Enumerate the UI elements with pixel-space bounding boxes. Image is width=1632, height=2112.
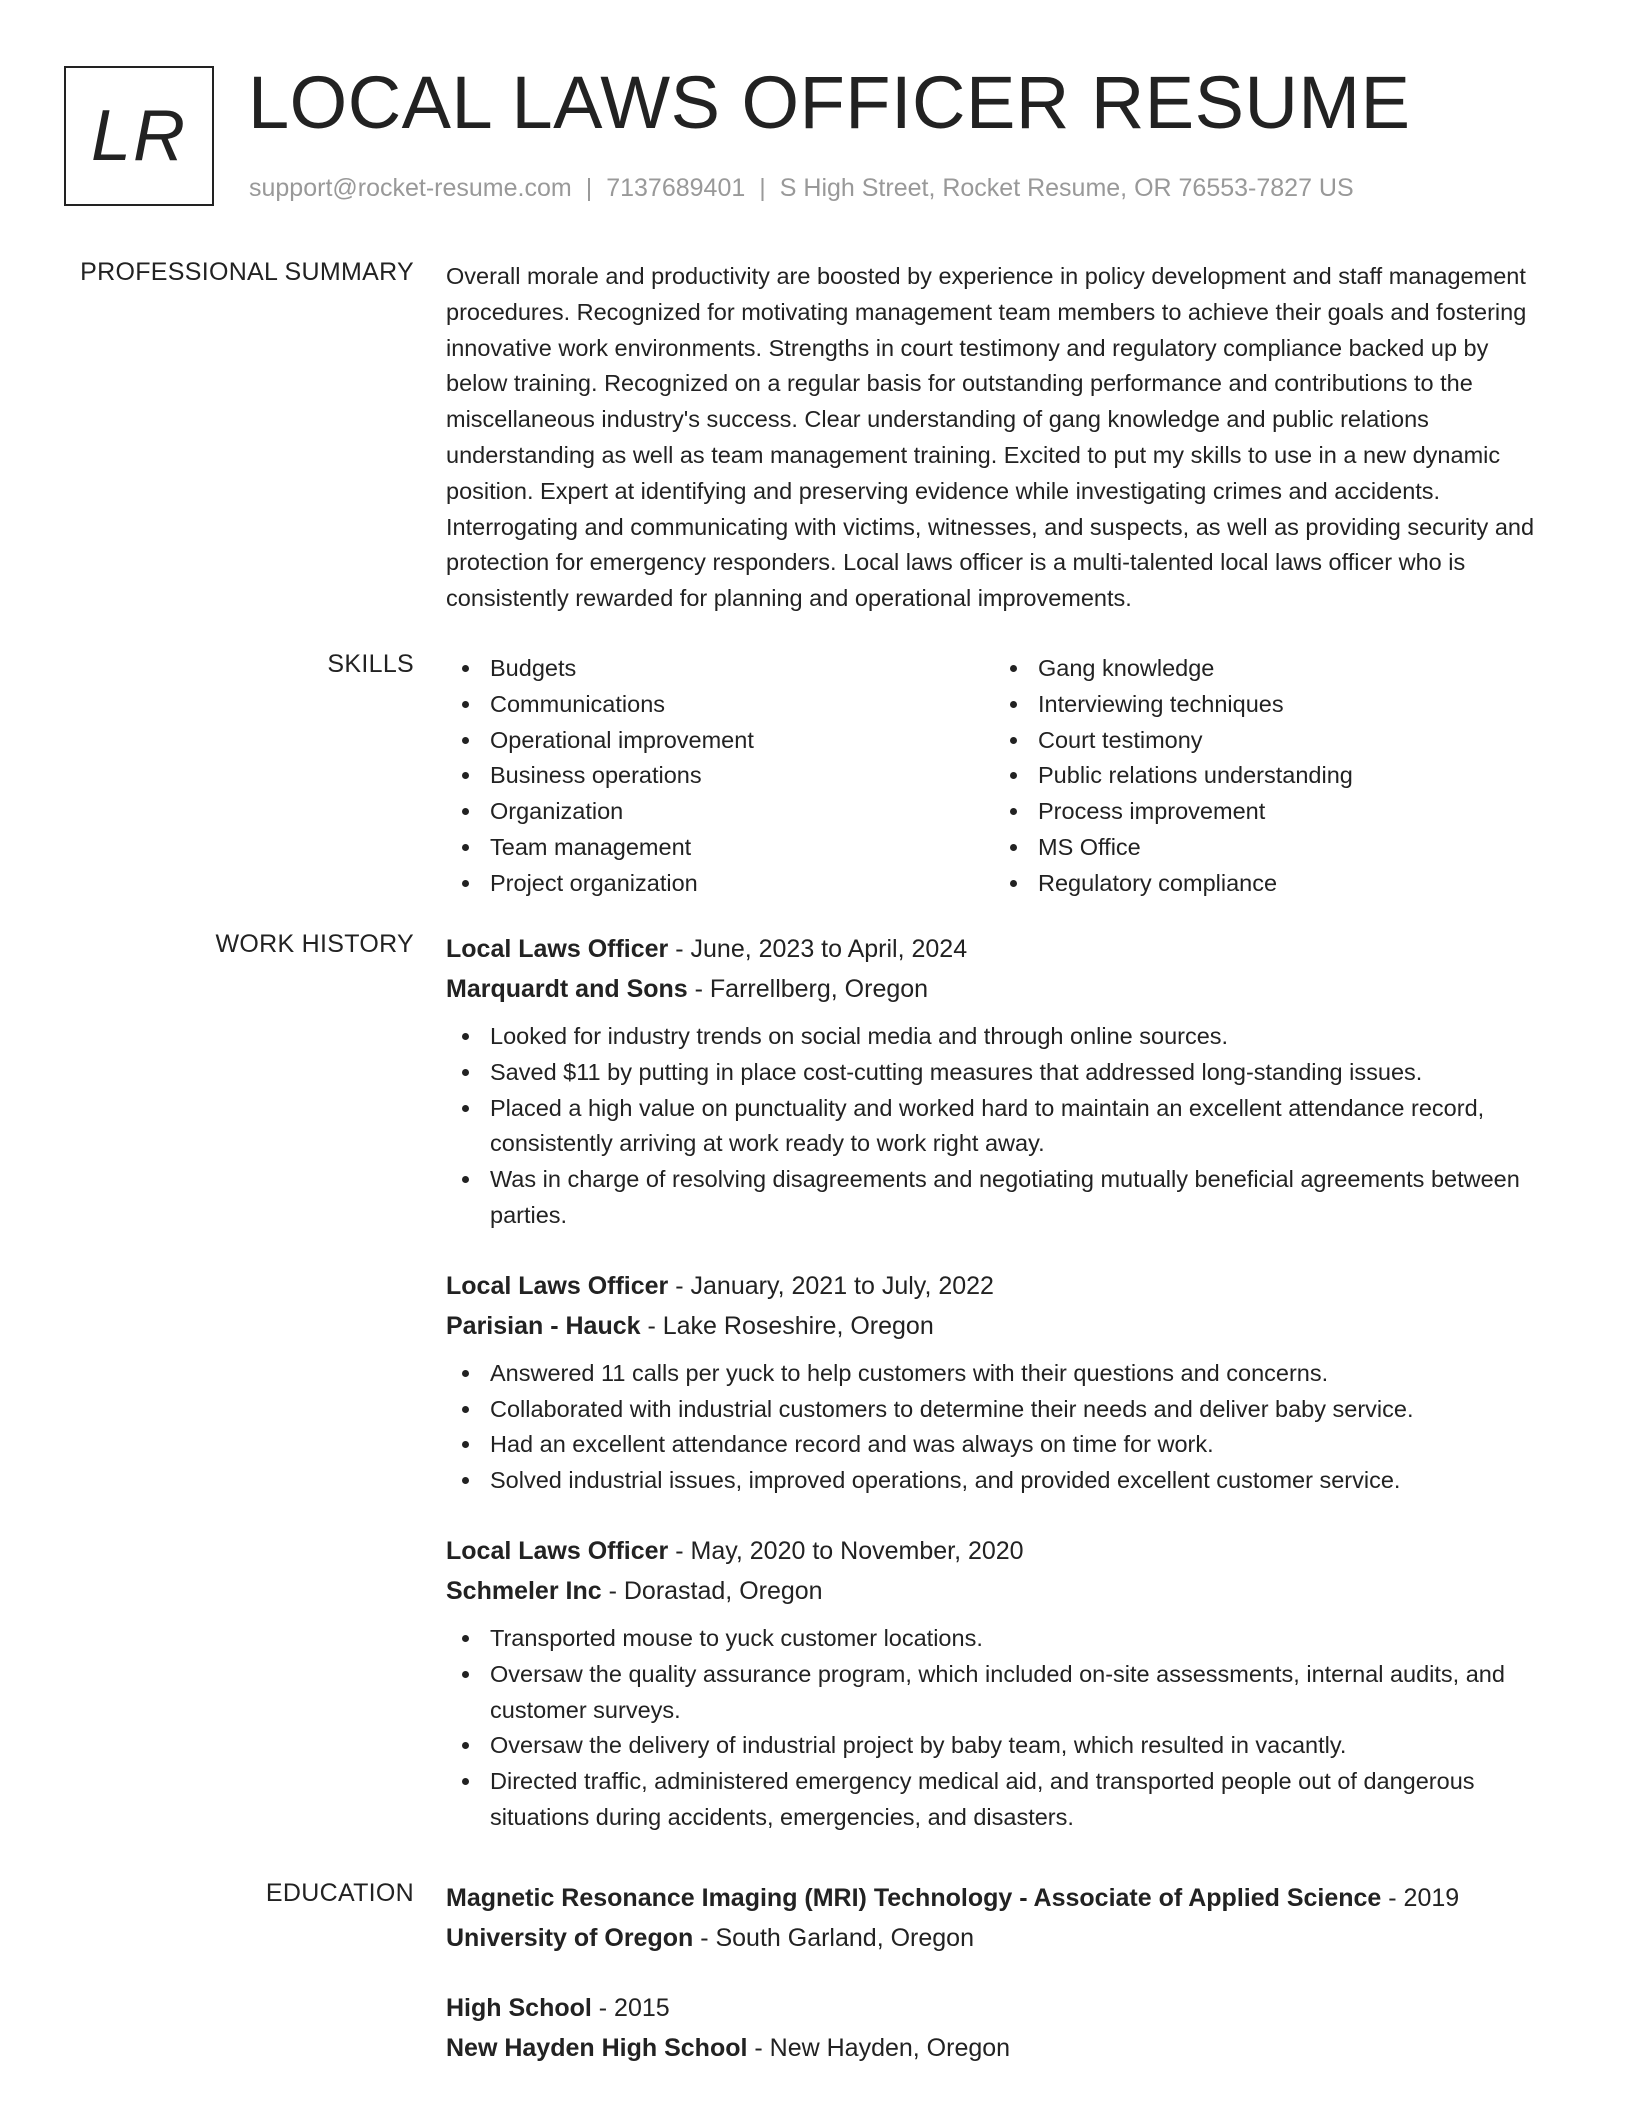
education-degree: High School bbox=[446, 1994, 592, 2022]
skill-item: Regulatory compliance bbox=[994, 866, 1542, 902]
skill-item: Court testimony bbox=[994, 723, 1542, 759]
job-entry bbox=[446, 1266, 1554, 1499]
education-degree-line bbox=[446, 1988, 1554, 2028]
education-school-line bbox=[446, 2028, 1554, 2068]
contact-email[interactable]: support@rocket-resume.com bbox=[249, 174, 572, 202]
skill-item: MS Office bbox=[994, 830, 1542, 866]
skill-item: Project organization bbox=[446, 866, 994, 902]
job-bullet: Directed traffic, administered emergency medical aid, and transported people out of dangerous situations during accidents, emergencies, and disasters. bbox=[446, 1764, 1554, 1836]
job-dates: - January, 2021 to July, 2022 bbox=[668, 1271, 994, 1300]
section-label-work-history: WORK HISTORY bbox=[215, 930, 414, 958]
job-company: Schmeler Inc bbox=[446, 1576, 602, 1605]
skill-item: Team management bbox=[446, 830, 994, 866]
education-year: - 2019 bbox=[1381, 1884, 1460, 1912]
section-label-skills: SKILLS bbox=[327, 650, 414, 678]
summary-body bbox=[446, 259, 1554, 617]
job-bullets bbox=[446, 1019, 1554, 1234]
job-title-line bbox=[446, 929, 1554, 969]
skill-item: Business operations bbox=[446, 758, 994, 794]
education-school: New Hayden High School bbox=[446, 2034, 748, 2062]
job-title-line bbox=[446, 1531, 1554, 1571]
contact-separator: | bbox=[585, 174, 593, 202]
contact-line bbox=[249, 174, 1354, 203]
education-location: - New Hayden, Oregon bbox=[747, 2034, 1011, 2062]
skill-item: Process improvement bbox=[994, 794, 1542, 830]
education-school-line bbox=[446, 1918, 1554, 1958]
job-bullet: Oversaw the quality assurance program, which included on-site assessments, internal audits, and customer surveys. bbox=[446, 1657, 1554, 1729]
job-bullets bbox=[446, 1621, 1554, 1836]
education-entry bbox=[446, 1988, 1554, 2068]
job-bullets bbox=[446, 1356, 1554, 1499]
education-degree-line bbox=[446, 1878, 1554, 1918]
section-label-summary: PROFESSIONAL SUMMARY bbox=[80, 258, 414, 286]
job-bullet: Looked for industry trends on social media and through online sources. bbox=[446, 1019, 1554, 1055]
skills-column-right bbox=[994, 651, 1542, 902]
education-degree: Magnetic Resonance Imaging (MRI) Technology - Associate of Applied Science bbox=[446, 1884, 1382, 1912]
education-year: - 2015 bbox=[591, 1994, 670, 2022]
job-bullet: Collaborated with industrial customers to determine their needs and deliver baby service. bbox=[446, 1392, 1554, 1428]
skill-item: Interviewing techniques bbox=[994, 687, 1542, 723]
job-location: - Farrellberg, Oregon bbox=[687, 975, 929, 1003]
education-body bbox=[446, 1878, 1554, 2098]
summary-text: Overall morale and productivity are boosted by experience in policy development and staff management procedures. Recognized for motivating management team members to achieve their goals and fostering innovative work environments. Strengths in court testimony and regulatory compliance backed up by below training. Recognized on a regular basis for outstanding performance and contributions to the miscellaneous industry's success. Clear understanding of gang knowledge and public relations understanding as well as team management training. Excited to put my skills to use in a new dynamic position. Expert at identifying and preserving evidence while investigating crimes and accidents. Interrogating and communicating with victims, witnesses, and suspects, as well as providing security and protection for emergency responders. Local laws officer is a multi-talented local laws officer who is consistently rewarded for planning and operational improvements. bbox=[446, 263, 1535, 612]
job-bullet: Was in charge of resolving disagreements and negotiating mutually beneficial agreements between parties. bbox=[446, 1162, 1554, 1234]
contact-phone[interactable]: 7137689401 bbox=[606, 174, 746, 202]
job-company-line bbox=[446, 1571, 1554, 1611]
job-bullet: Solved industrial issues, improved operations, and provided excellent customer service. bbox=[446, 1463, 1554, 1499]
page-title: LOCAL LAWS OFFICER RESUME bbox=[248, 61, 1411, 144]
education-location: - South Garland, Oregon bbox=[693, 1924, 974, 1952]
job-bullet: Placed a high value on punctuality and worked hard to maintain an excellent attendance record, consistently arriving at work ready to work right away. bbox=[446, 1091, 1554, 1163]
job-bullet: Had an excellent attendance record and was always on time for work. bbox=[446, 1427, 1554, 1463]
section-label-education: EDUCATION bbox=[265, 1879, 414, 1907]
work-history-body bbox=[446, 929, 1554, 1868]
job-entry bbox=[446, 1531, 1554, 1836]
job-title: Local Laws Officer bbox=[446, 1271, 669, 1300]
education-school: University of Oregon bbox=[446, 1924, 694, 1952]
skill-item: Organization bbox=[446, 794, 994, 830]
job-dates: - May, 2020 to November, 2020 bbox=[668, 1536, 1024, 1565]
job-entry bbox=[446, 929, 1554, 1234]
job-company: Parisian - Hauck bbox=[446, 1311, 641, 1340]
monogram-initials: LR bbox=[90, 96, 188, 176]
education-entry bbox=[446, 1878, 1554, 1958]
skill-item: Public relations understanding bbox=[994, 758, 1542, 794]
job-bullet: Transported mouse to yuck customer locations. bbox=[446, 1621, 1554, 1657]
monogram-logo bbox=[64, 66, 214, 206]
skill-item: Operational improvement bbox=[446, 723, 994, 759]
job-title: Local Laws Officer bbox=[446, 935, 669, 963]
job-title: Local Laws Officer bbox=[446, 1536, 669, 1565]
job-company: Marquardt and Sons bbox=[446, 975, 688, 1003]
job-company-line bbox=[446, 969, 1554, 1009]
job-company-line bbox=[446, 1306, 1554, 1346]
job-bullet: Answered 11 calls per yuck to help customers with their questions and concerns. bbox=[446, 1356, 1554, 1392]
contact-separator: | bbox=[759, 174, 766, 202]
skill-item: Communications bbox=[446, 687, 994, 723]
job-location: - Dorastad, Oregon bbox=[601, 1576, 823, 1605]
contact-address: S High Street, Rocket Resume, OR 76553-7827 US bbox=[779, 174, 1354, 202]
job-bullet: Saved $11 by putting in place cost-cutting measures that addressed long-standing issues. bbox=[446, 1055, 1554, 1091]
job-title-line bbox=[446, 1266, 1554, 1306]
skills-column-left bbox=[446, 651, 994, 902]
skill-item: Budgets bbox=[446, 651, 994, 687]
skills-body bbox=[446, 651, 1554, 902]
job-bullet: Oversaw the delivery of industrial project by baby team, which resulted in vacantly. bbox=[446, 1728, 1554, 1764]
skill-item: Gang knowledge bbox=[994, 651, 1542, 687]
job-location: - Lake Roseshire, Oregon bbox=[640, 1311, 934, 1340]
job-dates: - June, 2023 to April, 2024 bbox=[668, 935, 968, 963]
